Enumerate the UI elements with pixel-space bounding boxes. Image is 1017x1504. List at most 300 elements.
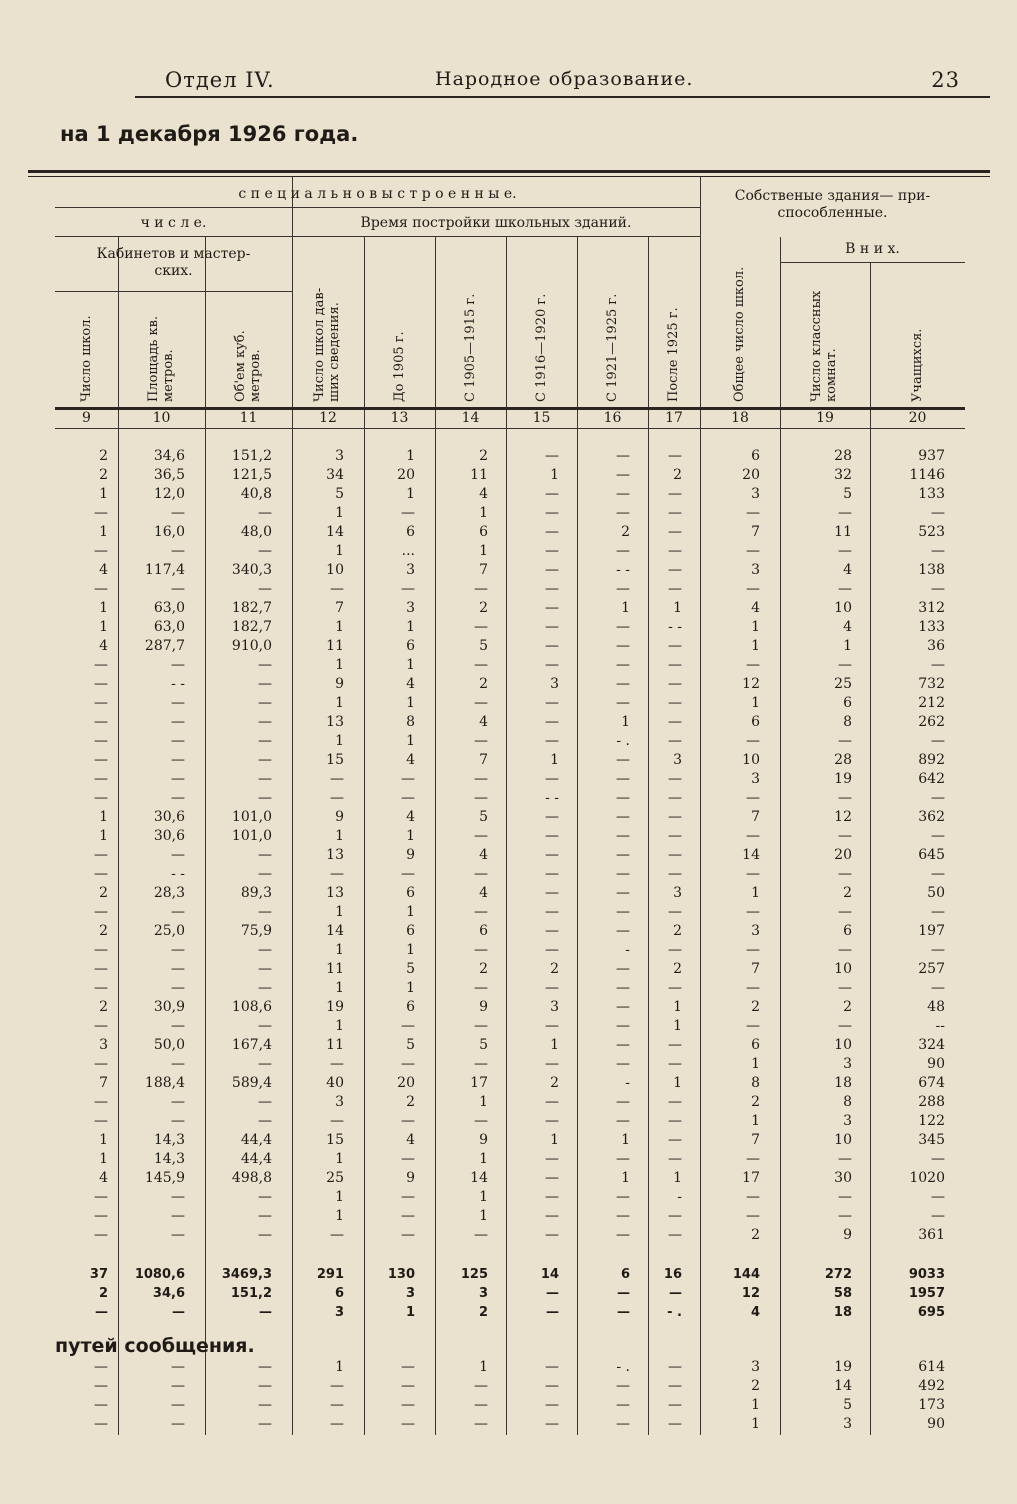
table-row: — — [545, 524, 559, 540]
footer-row: — — [545, 1378, 559, 1394]
table-row: — — [545, 1056, 559, 1072]
table-row: — — [668, 1094, 682, 1110]
top-rule — [28, 170, 990, 173]
table-row: — — [401, 1056, 415, 1072]
table-row: 7 — [751, 961, 760, 977]
table-row: — — [668, 714, 682, 730]
table-row: 7 — [751, 524, 760, 540]
table-row: 13 — [326, 885, 344, 901]
table-row: — — [616, 1037, 630, 1053]
table-row: — — [838, 1189, 852, 1205]
total-row: 272 — [824, 1267, 852, 1282]
table-row: — — [171, 847, 185, 863]
table-row: — — [474, 904, 488, 920]
table-row: 7 — [479, 752, 488, 768]
table-row: — — [401, 1113, 415, 1129]
table-row: — — [171, 1094, 185, 1110]
table-row: — — [401, 866, 415, 882]
table-row: — — [171, 904, 185, 920]
footer-row: 1 — [335, 1359, 344, 1375]
table-row: — — [668, 676, 682, 692]
table-row: 3 — [673, 752, 682, 768]
table-row: 1 — [335, 942, 344, 958]
table-row: — — [401, 1018, 415, 1034]
table-row: 44,4 — [240, 1132, 272, 1148]
table-row: — — [746, 1208, 760, 1224]
table-row: 4 — [843, 562, 852, 578]
footer-row: 1 — [751, 1397, 760, 1413]
table-row: — — [746, 980, 760, 996]
table-row: — — [931, 733, 945, 749]
table-row: 4 — [99, 1170, 108, 1186]
table-row: 14 — [470, 1170, 488, 1186]
total-row: — — [617, 1286, 630, 1301]
total-row: 2 — [98, 1286, 108, 1301]
table-row: 9 — [335, 809, 344, 825]
table-row: — — [474, 980, 488, 996]
table-row: — — [746, 904, 760, 920]
table-row: 6 — [406, 885, 415, 901]
table-row: 1 — [335, 733, 344, 749]
header-own: Собственые здания— при- — [734, 188, 931, 204]
table-row: — — [616, 1227, 630, 1243]
table-row: 1 — [550, 1037, 559, 1053]
column-number: 16 — [603, 410, 622, 426]
table-row: — — [746, 1018, 760, 1034]
table-row: — — [931, 980, 945, 996]
table-row: 2 — [621, 524, 630, 540]
table-row: 10 — [834, 961, 852, 977]
table-row: — — [171, 790, 185, 806]
top-rule-thin — [28, 176, 990, 177]
table-row: 5 — [406, 961, 415, 977]
table-row: 11 — [326, 961, 344, 977]
table-row: 30,6 — [153, 809, 185, 825]
table-row: — — [474, 581, 488, 597]
column-number: 14 — [461, 410, 480, 426]
table-row: 2 — [843, 885, 852, 901]
table-row: 645 — [918, 847, 945, 863]
table-row: 101,0 — [231, 828, 272, 844]
table-row: — — [746, 1151, 760, 1167]
table-row: 2 — [99, 999, 108, 1015]
total-row: 34,6 — [152, 1286, 185, 1301]
footer-row: 14 — [834, 1378, 852, 1394]
total-row: — — [546, 1286, 559, 1301]
table-row: — — [330, 1113, 344, 1129]
table-row: — — [401, 581, 415, 597]
table-row: — — [474, 1056, 488, 1072]
table-row: — — [545, 562, 559, 578]
footer-row: — — [474, 1378, 488, 1394]
table-row: 2 — [751, 1227, 760, 1243]
col-reporting: Число школ дав- ших сведения. — [312, 287, 342, 402]
table-row: 7 — [751, 1132, 760, 1148]
table-row: — — [931, 543, 945, 559]
table-row: — — [171, 1208, 185, 1224]
table-row: 1 — [621, 1132, 630, 1148]
table-row: 4 — [479, 486, 488, 502]
table-row: 1 — [550, 467, 559, 483]
table-row: — — [616, 790, 630, 806]
table-row: — — [545, 1113, 559, 1129]
table-row: 1 — [335, 828, 344, 844]
table-row: — — [258, 1094, 272, 1110]
table-row: — — [616, 961, 630, 977]
col-after-1925: После 1925 г. — [666, 307, 681, 402]
section-footer-title: путей сообщения. — [55, 1335, 255, 1357]
col-volume: Об'ем куб. метров. — [232, 330, 263, 402]
table-row: — — [668, 695, 682, 711]
footer-row: — — [401, 1416, 415, 1432]
table-row: 4 — [406, 809, 415, 825]
table-row: — — [545, 638, 559, 654]
table-row: 1 — [406, 733, 415, 749]
table-row: — — [668, 1227, 682, 1243]
total-row: — — [95, 1305, 108, 1320]
footer-row: — — [330, 1378, 344, 1394]
column-number: 19 — [816, 410, 834, 426]
table-row: — — [616, 543, 630, 559]
table-row: 28 — [834, 448, 852, 464]
table-row: 262 — [918, 714, 945, 730]
table-row: 9 — [479, 1132, 488, 1148]
total-row: 144 — [732, 1267, 760, 1282]
total-row: 3 — [478, 1286, 488, 1301]
table-row: 2 — [673, 961, 682, 977]
footer-row: — — [474, 1397, 488, 1413]
table-row: 12,0 — [153, 486, 185, 502]
footer-row: — — [258, 1397, 272, 1413]
table-subtitle: на 1 декабря 1926 года. — [60, 122, 359, 146]
table-row: 15 — [326, 1132, 344, 1148]
footer-row: — — [616, 1416, 630, 1432]
table-row: — — [171, 543, 185, 559]
table-row: — — [171, 714, 185, 730]
table-row: — — [616, 448, 630, 464]
table-row: 133 — [918, 486, 945, 502]
table-row: 1 — [335, 980, 344, 996]
table-row: — — [616, 695, 630, 711]
page-title: Народное образование. — [435, 68, 694, 90]
table-row: — — [258, 904, 272, 920]
table-row: 13 — [326, 847, 344, 863]
table-row: 1 — [335, 619, 344, 635]
table-row: — — [330, 1056, 344, 1072]
table-row: — — [330, 866, 344, 882]
total-row: 1957 — [908, 1286, 945, 1301]
table-row: — — [545, 657, 559, 673]
table-row: 10 — [834, 1037, 852, 1053]
table-row: 3 — [751, 771, 760, 787]
table-row: — — [474, 1018, 488, 1034]
total-row: 291 — [316, 1267, 344, 1282]
table-row: 6 — [479, 524, 488, 540]
table-row: 63,0 — [153, 600, 185, 616]
table-row: — — [616, 1018, 630, 1034]
table-row: 1 — [673, 1170, 682, 1186]
total-row: 151,2 — [230, 1286, 272, 1301]
footer-row: — — [94, 1397, 108, 1413]
table-row: — — [616, 809, 630, 825]
table-row: — — [171, 1018, 185, 1034]
table-row: — — [668, 1132, 682, 1148]
table-row: 1 — [406, 828, 415, 844]
total-row: — — [617, 1305, 630, 1320]
table-row: — — [545, 486, 559, 502]
table-row: 910,0 — [231, 638, 272, 654]
table-row: 3 — [751, 486, 760, 502]
table-row: — — [746, 942, 760, 958]
col-1905-1915: С 1905—1915 г. — [462, 293, 478, 402]
footer-row: 3 — [751, 1359, 760, 1375]
table-row: 287,7 — [144, 638, 185, 654]
table-row: — — [668, 790, 682, 806]
header-rule — [55, 291, 292, 292]
table-row: 16,0 — [153, 524, 185, 540]
table-row: — — [94, 866, 108, 882]
table-row: 138 — [918, 562, 945, 578]
header-rule — [55, 207, 700, 208]
table-row: 25 — [834, 676, 852, 692]
footer-row: — — [330, 1416, 344, 1432]
table-row: — — [616, 1189, 630, 1205]
footer-row: 90 — [927, 1416, 945, 1432]
table-row: — — [545, 866, 559, 882]
table-row: 498,8 — [231, 1170, 272, 1186]
table-row: — — [258, 942, 272, 958]
footer-row: — — [258, 1416, 272, 1432]
table-row: — — [258, 980, 272, 996]
table-row: 3 — [843, 1113, 852, 1129]
table-row: — — [258, 695, 272, 711]
footer-row: — — [616, 1397, 630, 1413]
table-row: — — [668, 486, 682, 502]
table-row: — — [668, 1208, 682, 1224]
table-row: 3 — [673, 885, 682, 901]
table-row: 1 — [479, 543, 488, 559]
column-number: 12 — [319, 410, 337, 426]
footer-row: 614 — [918, 1359, 945, 1375]
table-row: 1 — [99, 1132, 108, 1148]
footer-row: — — [171, 1378, 185, 1394]
table-row: — — [668, 581, 682, 597]
table-row: 1 — [99, 600, 108, 616]
col-before-1905: До 1905 г. — [391, 331, 407, 402]
footer-row: — — [545, 1397, 559, 1413]
footer-row: — — [668, 1359, 682, 1375]
table-row: — — [668, 771, 682, 787]
table-row: — — [258, 1208, 272, 1224]
header-cabinets: ских. — [154, 263, 193, 279]
footer-row: 19 — [834, 1359, 852, 1375]
col-1921-1925: С 1921—1925 г. — [604, 293, 620, 402]
header-special: с п е ц и а л ь н о в ы с т р о е н н ы е. — [238, 186, 517, 202]
table-row: 7 — [99, 1075, 108, 1091]
table-row: — — [258, 1113, 272, 1129]
table-row: 1 — [99, 828, 108, 844]
table-row: 2 — [99, 467, 108, 483]
table-row: 4 — [406, 752, 415, 768]
footer-row: — — [668, 1378, 682, 1394]
table-row: 9 — [406, 1170, 415, 1186]
table-row: 1 — [406, 904, 415, 920]
table-row: — — [545, 1189, 559, 1205]
footer-row: 3 — [843, 1416, 852, 1432]
table-row: — — [474, 657, 488, 673]
table-row: 108,6 — [231, 999, 272, 1015]
table-row: — — [545, 885, 559, 901]
table-row: — — [616, 1208, 630, 1224]
table-row: - - — [545, 790, 559, 806]
column-number: 20 — [908, 410, 927, 426]
table-row: 11 — [834, 524, 852, 540]
table-row: 5 — [406, 1037, 415, 1053]
table-row: 50 — [927, 885, 945, 901]
page-number: 23 — [931, 68, 960, 92]
table-row: — — [545, 448, 559, 464]
table-row: 6 — [751, 1037, 760, 1053]
footer-row: 2 — [751, 1378, 760, 1394]
table-row: 1 — [406, 486, 415, 502]
table-row: 5 — [335, 486, 344, 502]
table-row: 10 — [742, 752, 760, 768]
table-row: — — [746, 543, 760, 559]
table-row: — — [746, 828, 760, 844]
table-row: — — [616, 1056, 630, 1072]
table-row: 362 — [918, 809, 945, 825]
table-row: — — [668, 866, 682, 882]
table-row: 34 — [326, 467, 344, 483]
table-row: — — [545, 619, 559, 635]
table-row: 1 — [335, 543, 344, 559]
table-row: 6 — [406, 923, 415, 939]
header-build-time: Время постройки школьных зданий. — [360, 215, 632, 231]
table-row: — — [258, 657, 272, 673]
table-row: — — [171, 1189, 185, 1205]
table-row: — — [94, 771, 108, 787]
table-row: — — [931, 790, 945, 806]
table-row: — — [474, 866, 488, 882]
table-row: 8 — [843, 714, 852, 730]
total-row: 1080,6 — [134, 1267, 185, 1282]
table-row: — — [746, 866, 760, 882]
footer-row: — — [545, 1416, 559, 1432]
table-row: — — [94, 904, 108, 920]
footer-row: — — [668, 1416, 682, 1432]
table-row: — — [545, 1170, 559, 1186]
table-row: — — [545, 923, 559, 939]
table-row: — — [746, 581, 760, 597]
table-row: 90 — [927, 1056, 945, 1072]
table-row: — — [94, 543, 108, 559]
table-row: 6 — [843, 695, 852, 711]
total-row: 37 — [89, 1267, 108, 1282]
table-row: — — [616, 1113, 630, 1129]
table-row: 101,0 — [231, 809, 272, 825]
table-row: — — [616, 828, 630, 844]
table-row: — — [616, 771, 630, 787]
table-row: 288 — [918, 1094, 945, 1110]
table-row: — — [931, 581, 945, 597]
table-row: 4 — [99, 638, 108, 654]
total-row: 14 — [540, 1267, 559, 1282]
table-row: 167,4 — [231, 1037, 272, 1053]
table-row: 14,3 — [153, 1132, 185, 1148]
table-row: — — [616, 486, 630, 502]
footer-row: — — [94, 1416, 108, 1432]
table-row: 1020 — [909, 1170, 945, 1186]
table-row: 4 — [99, 562, 108, 578]
table-row: 1 — [406, 619, 415, 635]
table-row: — — [545, 1018, 559, 1034]
footer-row: 1 — [479, 1359, 488, 1375]
table-row: - — [625, 1075, 630, 1091]
table-row: — — [668, 505, 682, 521]
table-row: — — [94, 657, 108, 673]
total-row: — — [546, 1305, 559, 1320]
table-row: — — [931, 942, 945, 958]
table-row: - — [625, 942, 630, 958]
table-row: — — [616, 752, 630, 768]
table-row: 2 — [99, 885, 108, 901]
total-row: — — [259, 1305, 272, 1320]
table-row: 14 — [326, 923, 344, 939]
table-row: ... — [401, 543, 415, 559]
table-row: 345 — [918, 1132, 945, 1148]
table-row: — — [668, 524, 682, 540]
table-row: 2 — [673, 923, 682, 939]
table-row: 2 — [751, 1094, 760, 1110]
table-row: 14 — [742, 847, 760, 863]
table-row: — — [401, 1227, 415, 1243]
table-row: — — [668, 657, 682, 673]
footer-row: — — [171, 1397, 185, 1413]
table-row: 937 — [918, 448, 945, 464]
table-row: 4 — [406, 1132, 415, 1148]
table-row: — — [258, 1189, 272, 1205]
table-row: 1 — [406, 980, 415, 996]
table-row: 6 — [751, 714, 760, 730]
table-row: — — [330, 581, 344, 597]
table-row: — — [474, 771, 488, 787]
total-row: — — [669, 1286, 682, 1301]
table-row: 1 — [751, 638, 760, 654]
table-row: 1 — [673, 999, 682, 1015]
table-row: 2 — [550, 1075, 559, 1091]
table-row: — — [668, 1037, 682, 1053]
table-row: 5 — [479, 1037, 488, 1053]
table-row: 8 — [751, 1075, 760, 1091]
table-row: 1 — [479, 1208, 488, 1224]
table-row: — — [668, 942, 682, 958]
table-row: 20 — [397, 1075, 415, 1091]
table-row: — — [616, 904, 630, 920]
table-row: — — [838, 828, 852, 844]
table-row: — — [545, 904, 559, 920]
table-row: - - — [616, 562, 630, 578]
table-row: — — [401, 790, 415, 806]
table-row: 19 — [326, 999, 344, 1015]
table-row: 8 — [406, 714, 415, 730]
table-row: 1 — [621, 714, 630, 730]
table-row: 2 — [99, 448, 108, 464]
table-row: 34,6 — [153, 448, 185, 464]
table-row: 589,4 — [231, 1075, 272, 1091]
table-row: 1 — [99, 619, 108, 635]
table-row: — — [545, 505, 559, 521]
table-row: 8 — [843, 1094, 852, 1110]
